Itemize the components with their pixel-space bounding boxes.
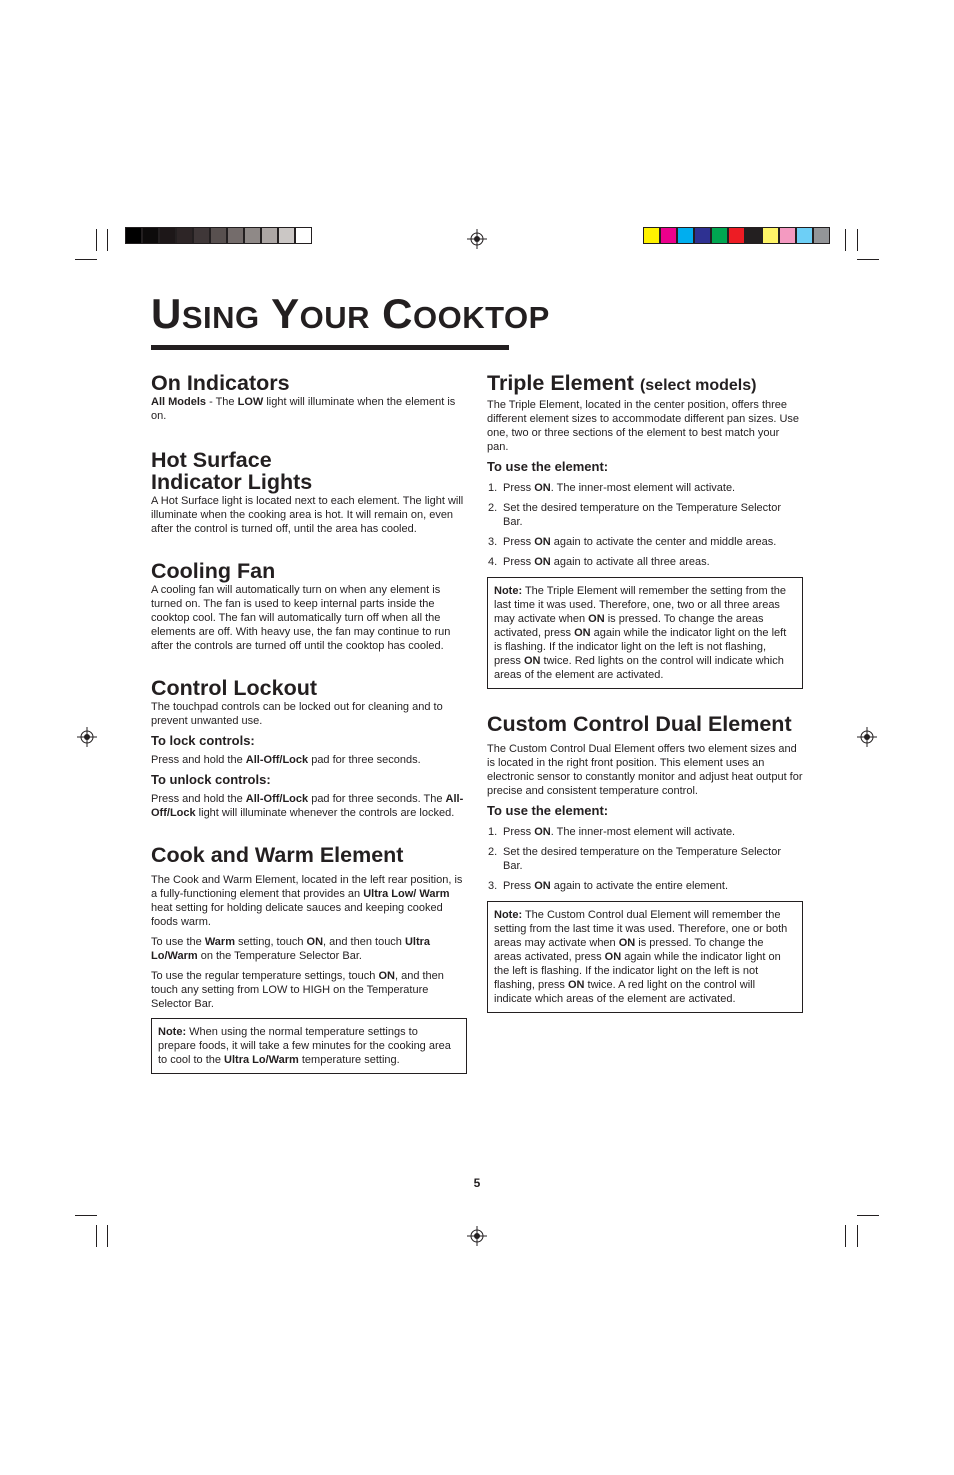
page-title: USING YOUR COOKTOP bbox=[151, 290, 550, 337]
subheading-use: To use the element: bbox=[487, 803, 609, 818]
color-swatch bbox=[176, 227, 193, 244]
color-swatch bbox=[142, 227, 159, 244]
list-item: 2. Set the desired temperature on the Temperature Selector Bar. bbox=[488, 502, 782, 528]
color-swatch bbox=[210, 227, 227, 244]
section-heading: Triple Element (select models) bbox=[487, 371, 757, 395]
section-cook-warm bbox=[151, 844, 467, 1074]
section-body: To use the regular temperature settings, touch ON, and then touch any setting from LOW to HIGH on the Temperature Selector Bar. bbox=[151, 970, 444, 1010]
unlock-instructions: Press and hold the All-Off/Lock pad for three seconds. The All-Off/Lock light will illuminate whenever the controls are locked. bbox=[151, 793, 464, 819]
subheading-unlock: To unlock controls: bbox=[151, 772, 271, 787]
color-swatch bbox=[295, 227, 312, 244]
color-swatch bbox=[694, 227, 711, 244]
color-swatch bbox=[728, 227, 745, 244]
color-swatch bbox=[159, 227, 176, 244]
color-swatch bbox=[261, 227, 278, 244]
title-rule bbox=[151, 345, 509, 350]
color-swatch bbox=[762, 227, 779, 244]
section-heading: Cooling Fan bbox=[151, 559, 276, 583]
section-heading: On Indicators bbox=[151, 371, 290, 395]
left-column bbox=[151, 372, 467, 1074]
list-item: 3. Press ON again to activate the center and middle areas. bbox=[488, 536, 777, 548]
section-body: The Custom Control Dual Element offers two element sizes and is located in the right front position. This element uses an electronic sensor to constantly monitor and adjust heat output for precise and consistent temperature control. bbox=[487, 743, 803, 797]
color-calibration-bar bbox=[643, 227, 830, 244]
section-cooling-fan bbox=[151, 560, 467, 653]
color-swatch bbox=[660, 227, 677, 244]
section-hot-surface bbox=[151, 449, 467, 536]
note-box: Note: When using the normal temperature settings to prepare foods, it will take a few minutes for the cooking area to cool to the Ultra Lo/Warm temperature setting. bbox=[151, 1018, 467, 1074]
section-heading: Hot Surface Indicator Lights bbox=[151, 448, 313, 494]
steps-list bbox=[487, 481, 803, 569]
registration-mark-icon bbox=[857, 727, 877, 747]
list-item: 3. Press ON again to activate the entire element. bbox=[488, 880, 729, 892]
color-swatch bbox=[677, 227, 694, 244]
section-on-indicators bbox=[151, 372, 467, 423]
color-swatch bbox=[278, 227, 295, 244]
color-swatch bbox=[779, 227, 796, 244]
grayscale-calibration-bar bbox=[125, 227, 312, 244]
section-triple-element bbox=[487, 372, 803, 689]
section-body: The touchpad controls can be locked out for cleaning and to prevent unwanted use. bbox=[151, 701, 443, 727]
page-number: 5 bbox=[473, 1176, 481, 1190]
registration-mark-icon bbox=[77, 727, 97, 747]
steps-list bbox=[487, 825, 803, 893]
section-body: The Cook and Warm Element, located in the left rear position, is a fully-functioning element that provides an Ultra Low/ Warm heat setting for holding delicate sauces and keeping cooked foods warm. bbox=[151, 874, 463, 928]
list-item: 1. Press ON. The inner-most element will activate. bbox=[488, 482, 736, 494]
section-heading: Control Lockout bbox=[151, 676, 318, 700]
section-heading: Cook and Warm Element bbox=[151, 843, 404, 867]
subheading-lock: To lock controls: bbox=[151, 733, 255, 748]
color-swatch bbox=[711, 227, 728, 244]
section-heading: Custom Control Dual Element bbox=[487, 712, 792, 736]
section-body: To use the Warm setting, touch ON, and then touch Ultra Lo/Warm on the Temperature Selector Bar. bbox=[151, 936, 431, 962]
list-item: 4. Press ON again to activate all three areas. bbox=[488, 556, 710, 568]
color-swatch bbox=[227, 227, 244, 244]
section-body: The Triple Element, located in the center position, offers three different element sizes to accommodate different pan sizes. Use one, two or three sections of the element to best match your pan. bbox=[487, 399, 800, 453]
right-column bbox=[487, 372, 803, 1013]
list-item: 2. Set the desired temperature on the Temperature Selector Bar. bbox=[488, 846, 782, 872]
registration-mark-icon bbox=[467, 1226, 487, 1246]
color-swatch bbox=[125, 227, 142, 244]
subheading-use: To use the element: bbox=[487, 459, 609, 474]
color-swatch bbox=[745, 227, 762, 244]
section-body: A cooling fan will automatically turn on when any element is turned on. The fan is used to keep internal parts inside the cooktop cool. The fan will automatically turn off when all the elements are off. With heavy use, the fan may continue to run after the controls are turned off until the cooktop has cooled. bbox=[151, 584, 451, 652]
color-swatch bbox=[813, 227, 830, 244]
registration-mark-icon bbox=[467, 229, 487, 249]
color-swatch bbox=[643, 227, 660, 244]
section-body: All Models - The LOW light will illuminate when the element is on. bbox=[151, 396, 456, 422]
color-swatch bbox=[244, 227, 261, 244]
list-item: 1. Press ON. The inner-most element will activate. bbox=[488, 826, 736, 838]
color-swatch bbox=[193, 227, 210, 244]
section-body: A Hot Surface light is located next to each element. The light will illuminate when the cooking area is hot. It will remain on, even after the control is turned off, until the area has cooled. bbox=[151, 495, 464, 535]
color-swatch bbox=[796, 227, 813, 244]
note-box: Note: The Triple Element will remember the setting from the last time it was used. Therefore, one, two or all three areas may activate when ON is pressed. To change the areas activated, press ON again while the indicator light on the left is flashing. If the indicator light on the left is not flashing, press ON twice. Red lights on the control will indicate which areas of the element are activated. bbox=[487, 577, 803, 689]
lock-instructions: Press and hold the All-Off/Lock pad for three seconds. bbox=[151, 754, 421, 766]
section-custom-dual bbox=[487, 713, 803, 1013]
section-control-lockout bbox=[151, 677, 467, 820]
note-box: Note: The Custom Control dual Element will remember the setting from the last time it was used. Therefore, one or both areas may activate when ON is pressed. To change the areas activated, press ON again while the indicator light on the left is flashing. If the indicator light on the left is not flashing, press ON twice. A red light on the control will indicate which areas of the element are activated. bbox=[487, 901, 803, 1013]
